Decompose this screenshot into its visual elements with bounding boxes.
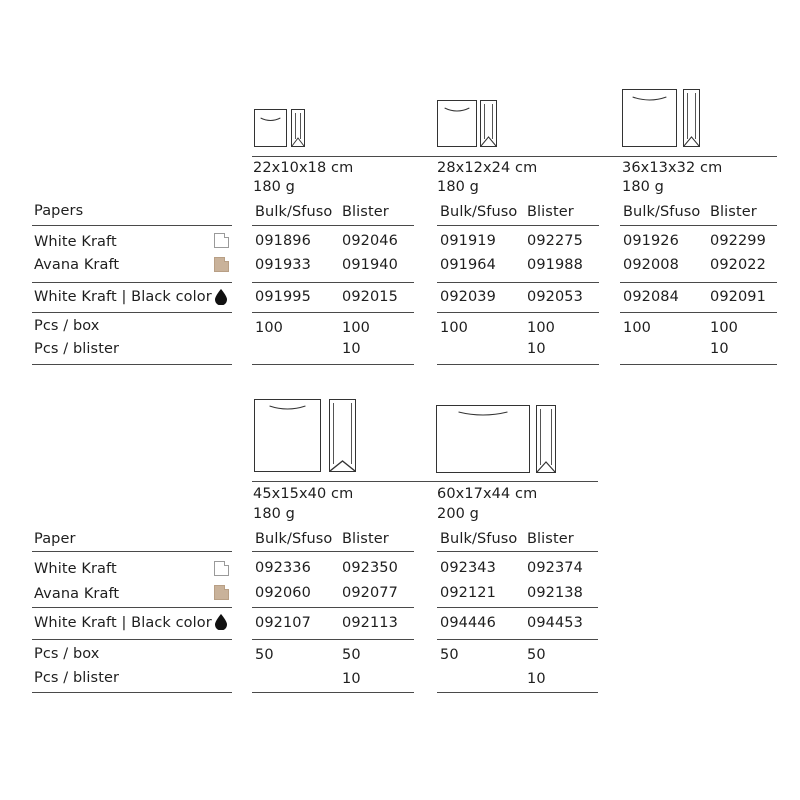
row-rule [437, 312, 599, 313]
bag-side-icon [536, 405, 556, 473]
bag-front-icon [437, 100, 477, 147]
qty-cell: 100 [527, 320, 555, 336]
bag-front-icon [254, 399, 321, 472]
row-label-white-kraft-black: White Kraft | Black color [34, 615, 212, 631]
qty-cell: 10 [710, 341, 729, 357]
header-rule [437, 551, 598, 552]
row-label-white-kraft-black: White Kraft | Black color [34, 289, 212, 305]
code-cell: 092336 [255, 560, 311, 576]
product-size: 22x10x18 cm [253, 160, 354, 176]
column-header-blister: Blister [527, 531, 574, 547]
row-label-pcs-blister: Pcs / blister [34, 341, 120, 357]
product-weight: 180 g [622, 179, 664, 195]
code-cell: 092077 [342, 585, 398, 601]
qty-cell: 50 [440, 647, 459, 663]
qty-cell: 100 [255, 320, 283, 336]
bottom-rule [32, 692, 232, 693]
code-cell: 094446 [440, 615, 496, 631]
qty-cell: 100 [623, 320, 651, 336]
column-header-blister: Blister [342, 204, 389, 220]
row-rule [252, 639, 414, 640]
row-label-avana-kraft: Avana Kraft [34, 257, 120, 273]
code-cell: 092039 [440, 289, 496, 305]
size-header-rule [252, 481, 598, 482]
product-size: 28x12x24 cm [437, 160, 538, 176]
row-rule [620, 312, 777, 313]
product-size: 36x13x32 cm [622, 160, 723, 176]
header-rule [437, 225, 599, 226]
qty-cell: 100 [440, 320, 468, 336]
product-size: 60x17x44 cm [437, 486, 538, 502]
code-cell: 094453 [527, 615, 583, 631]
product-weight: 180 g [253, 506, 295, 522]
product-weight: 180 g [253, 179, 295, 195]
qty-cell: 10 [342, 341, 361, 357]
code-cell: 091933 [255, 257, 311, 273]
section-title: Paper [34, 531, 76, 547]
row-rule [437, 607, 598, 608]
bag-front-icon [254, 109, 287, 147]
ink-drop-icon [214, 289, 228, 305]
code-cell: 092299 [710, 233, 766, 249]
code-cell: 092343 [440, 560, 496, 576]
code-cell: 091896 [255, 233, 311, 249]
row-label-white-kraft: White Kraft [34, 234, 117, 250]
row-label-avana-kraft: Avana Kraft [34, 586, 120, 602]
code-cell: 091995 [255, 289, 311, 305]
white-kraft-swatch-icon [214, 561, 229, 576]
code-cell: 091940 [342, 257, 398, 273]
bottom-rule [252, 692, 414, 693]
qty-cell: 100 [342, 320, 370, 336]
code-cell: 092060 [255, 585, 311, 601]
row-rule [32, 312, 232, 313]
bag-side-icon [291, 109, 305, 147]
header-rule [252, 551, 414, 552]
bottom-rule [252, 364, 414, 365]
bottom-rule [32, 364, 232, 365]
code-cell: 092374 [527, 560, 583, 576]
column-header-bulk: Bulk/Sfuso [440, 204, 518, 220]
code-cell: 092022 [710, 257, 766, 273]
product-size: 45x15x40 cm [253, 486, 354, 502]
row-label-pcs-box: Pcs / box [34, 646, 100, 662]
code-cell: 092084 [623, 289, 679, 305]
qty-cell: 10 [527, 671, 546, 687]
code-cell: 092046 [342, 233, 398, 249]
bag-side-icon [329, 399, 356, 472]
bottom-rule [437, 692, 598, 693]
header-rule [620, 225, 777, 226]
qty-cell: 10 [342, 671, 361, 687]
row-rule [620, 282, 777, 283]
product-weight: 200 g [437, 506, 479, 522]
column-header-blister: Blister [527, 204, 574, 220]
column-header-blister: Blister [342, 531, 389, 547]
code-cell: 092015 [342, 289, 398, 305]
avana-kraft-swatch-icon [214, 585, 229, 600]
column-header-bulk: Bulk/Sfuso [440, 531, 518, 547]
column-header-blister: Blister [710, 204, 757, 220]
code-cell: 092275 [527, 233, 583, 249]
code-cell: 092053 [527, 289, 583, 305]
code-cell: 092113 [342, 615, 398, 631]
qty-cell: 100 [710, 320, 738, 336]
code-cell: 092008 [623, 257, 679, 273]
section-title: Papers [34, 203, 84, 219]
row-rule [32, 607, 232, 608]
column-header-bulk: Bulk/Sfuso [255, 204, 333, 220]
white-kraft-swatch-icon [214, 233, 229, 248]
code-cell: 092138 [527, 585, 583, 601]
code-cell: 092350 [342, 560, 398, 576]
qty-cell: 50 [527, 647, 546, 663]
bag-front-icon [436, 405, 530, 473]
code-cell: 092091 [710, 289, 766, 305]
row-rule [32, 639, 232, 640]
avana-kraft-swatch-icon [214, 257, 229, 272]
bottom-rule [620, 364, 777, 365]
row-rule [252, 607, 414, 608]
header-rule [32, 551, 232, 552]
code-cell: 092107 [255, 615, 311, 631]
code-cell: 092121 [440, 585, 496, 601]
bottom-rule [437, 364, 599, 365]
bag-side-icon [683, 89, 700, 147]
row-rule [437, 282, 599, 283]
row-rule [32, 282, 232, 283]
code-cell: 091926 [623, 233, 679, 249]
ink-drop-icon [214, 614, 228, 630]
product-weight: 180 g [437, 179, 479, 195]
header-rule [252, 225, 414, 226]
column-header-bulk: Bulk/Sfuso [255, 531, 333, 547]
qty-cell: 50 [342, 647, 361, 663]
row-label-pcs-box: Pcs / box [34, 318, 100, 334]
code-cell: 091964 [440, 257, 496, 273]
row-label-white-kraft: White Kraft [34, 561, 117, 577]
qty-cell: 10 [527, 341, 546, 357]
row-rule [437, 639, 598, 640]
code-cell: 091919 [440, 233, 496, 249]
row-label-pcs-blister: Pcs / blister [34, 670, 120, 686]
bag-front-icon [622, 89, 677, 147]
row-rule [252, 312, 414, 313]
row-rule [252, 282, 414, 283]
qty-cell: 50 [255, 647, 274, 663]
column-header-bulk: Bulk/Sfuso [623, 204, 701, 220]
code-cell: 091988 [527, 257, 583, 273]
header-rule [32, 225, 232, 226]
bag-side-icon [480, 100, 497, 147]
size-header-rule [252, 156, 777, 157]
